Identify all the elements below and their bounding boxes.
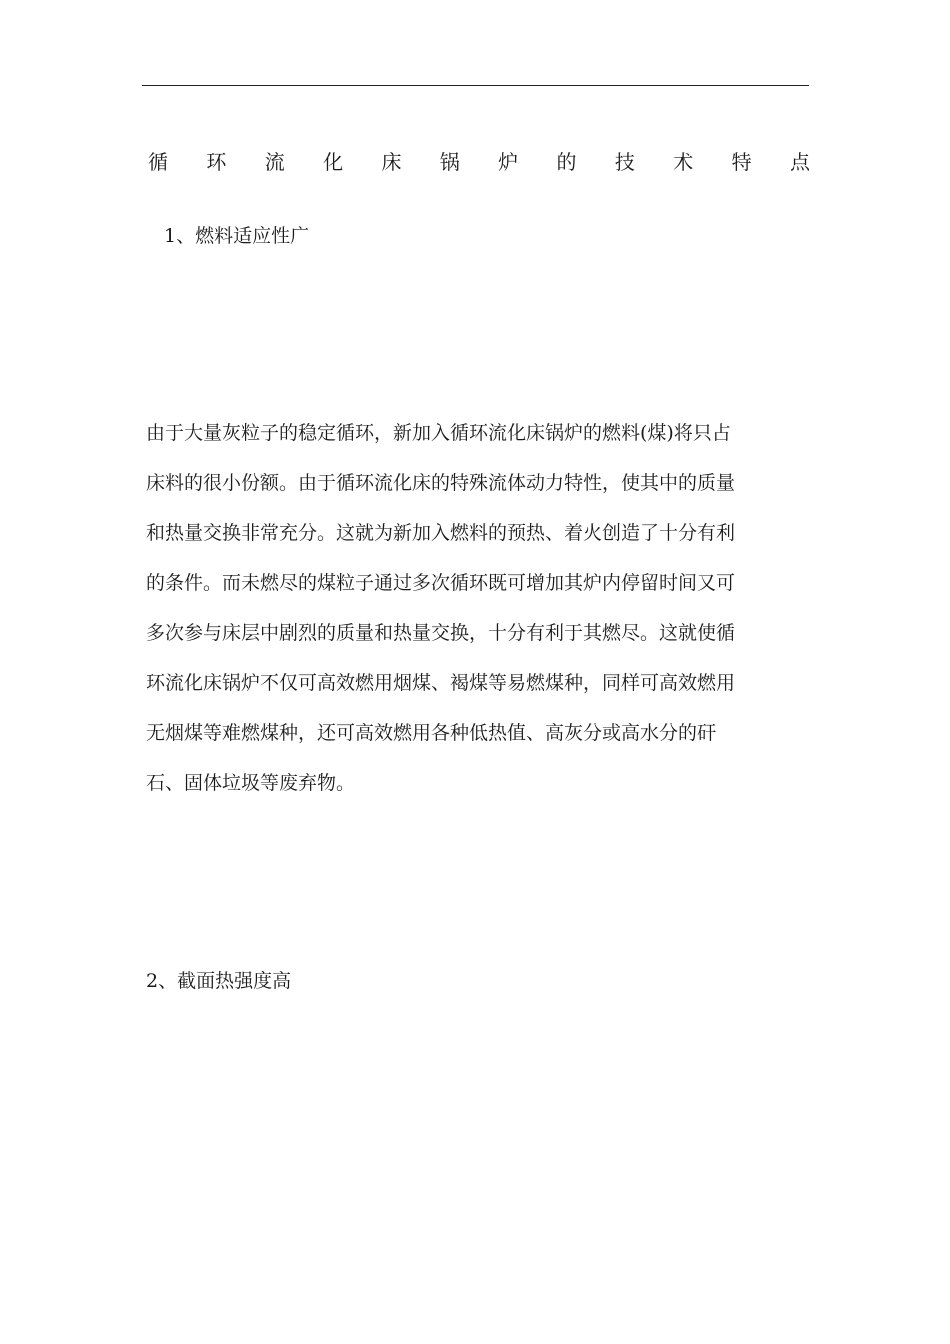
- title-char: 化: [323, 150, 344, 174]
- title-char: 的: [556, 150, 577, 174]
- paragraph-line: 多次参与床层中剧烈的质量和热量交换，十分有利于其燃尽。这就使循: [146, 622, 736, 644]
- title-char: 点: [789, 150, 810, 174]
- paragraph-line: 床料的很小份额。由于循环流化床的特殊流体动力特性，使其中的质量: [146, 472, 736, 494]
- paragraph-line: 无烟煤等难燃煤种，还可高效燃用各种低热值、高灰分或高水分的矸: [146, 722, 717, 744]
- paragraph-line: 和热量交换非常充分。这就为新加入燃料的预热、着火创造了十分有利: [146, 522, 736, 544]
- section-heading-heat-intensity: 2、截面热强度高: [146, 970, 292, 992]
- title-char: 技: [614, 150, 635, 174]
- title-char: 炉: [498, 150, 519, 174]
- paragraph-line: 由于大量灰粒子的稳定循环，新加入循环流化床锅炉的燃料(煤)将只占: [146, 422, 731, 444]
- section-heading-fuel-adaptability: 1、燃料适应性广: [164, 225, 310, 247]
- paragraph-line: 的条件。而未燃尽的煤粒子通过多次循环既可增加其炉内停留时间又可: [146, 572, 736, 594]
- header-rule: [142, 85, 809, 86]
- page-title: [148, 146, 810, 178]
- title-char: 循: [148, 150, 168, 174]
- paragraph-line: 环流化床锅炉不仅可高效燃用烟煤、褐煤等易燃煤种，同样可高效燃用: [146, 672, 736, 694]
- section-paragraph: [146, 416, 806, 816]
- title-char: 术: [673, 150, 694, 174]
- title-char: 环: [206, 150, 227, 174]
- title-char: 特: [731, 150, 752, 174]
- title-char: 床: [381, 150, 402, 174]
- paragraph-line: 石、固体垃圾等废弃物。: [146, 772, 356, 794]
- title-char: 流: [264, 150, 285, 174]
- title-char: 锅: [439, 150, 460, 174]
